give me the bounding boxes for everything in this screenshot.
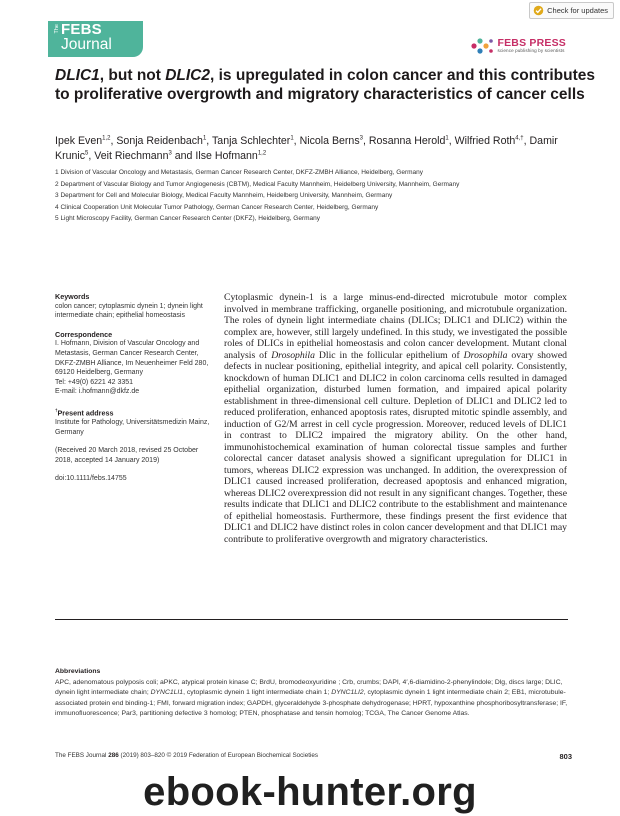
abstract bbox=[224, 292, 567, 545]
affiliation-text: Department for Cell and Molecular Biology, Medical Faculty Mannheim, Heidelberg University, Mannheim, Germany bbox=[60, 192, 393, 200]
author-name: Ilse Hofmann bbox=[195, 149, 258, 162]
abstract-text-2: Dlic in the follicular epithelium of bbox=[314, 349, 464, 361]
abbreviations-text-2: , cytoplasmic dynein 1 light intermediate chain 1; bbox=[183, 689, 332, 697]
present-address-heading bbox=[55, 406, 215, 418]
footer-journal: The FEBS Journal bbox=[55, 752, 109, 759]
logo-febs: FEBS bbox=[61, 21, 102, 38]
febs-journal-logo bbox=[48, 21, 143, 57]
affiliation-text: Clinical Cooperation Unit Molecular Tumor Pathology, German Cancer Research Center, Heidelberg, Germany bbox=[60, 203, 379, 211]
keywords-text: colon cancer; cytoplasmic dynein 1; dynein light intermediate chain; epithelial homeostasis bbox=[55, 302, 203, 320]
author-affiliation-sup: 1 bbox=[445, 135, 449, 142]
dagger-mark: † bbox=[55, 407, 58, 413]
abbreviations-section bbox=[55, 667, 575, 720]
article-title bbox=[55, 67, 595, 104]
affiliation-item bbox=[55, 202, 615, 214]
author-name: Tanja Schlechter bbox=[212, 135, 291, 147]
abstract-species-1: Drosophila bbox=[271, 349, 315, 361]
affiliation-item bbox=[55, 179, 615, 191]
keywords-heading: Keywords bbox=[55, 292, 90, 301]
affiliation-number: 4 bbox=[55, 203, 59, 211]
author-item bbox=[212, 135, 294, 147]
author-item bbox=[94, 150, 172, 162]
article-info-sidebar bbox=[55, 292, 215, 484]
affiliation-text: Light Microscopy Facility, German Cancer Research Center (DKFZ), Heidelberg, Germany bbox=[60, 215, 321, 223]
title-gene-1: DLIC1 bbox=[55, 67, 100, 84]
affiliation-number: 3 bbox=[55, 192, 59, 200]
febs-press-dots-icon bbox=[470, 37, 494, 55]
abbreviations-text-3: , cytoplasmic dynein 1 light intermediate chain 2; EB1, microtubule-associated protein end binding-1; FMI, forward migration index; GAPDH, glyceraldehyde 3-phosphate dehydrogenase; HPRT, hypoxanthine phosphoribosyltransferase; IF, immunofluorescence; Par3, partitioning defective 3 homolog; PTEN, phosphatase and tensin homolog; TCGA, The Cancer Genome Atlas. bbox=[55, 689, 568, 718]
press-name: FEBS PRESS bbox=[497, 37, 566, 49]
affiliation-item bbox=[55, 190, 615, 202]
page-number: 803 bbox=[559, 752, 572, 761]
check-for-updates-button[interactable] bbox=[529, 2, 614, 19]
abbreviations-text bbox=[55, 678, 575, 720]
correspondence-heading: Correspondence bbox=[55, 329, 113, 339]
present-address-heading-text: Present address bbox=[57, 408, 114, 418]
doi-link[interactable]: doi:10.1111/febs.14755 bbox=[55, 475, 127, 483]
title-gene-2: DLIC2 bbox=[165, 67, 211, 84]
author-affiliation-sup: 1 bbox=[290, 135, 294, 142]
abbreviations-text-1: APC, adenomatous polyposis coli; aPKC, atypical protein kinase C; BrdU, bromodeoxyuridine ; Crb, crumbs; DAPI, 4′,6-diamidino-2-phenylindole; Dlg, discs large; DLIC, dynein light intermediate chain; bbox=[55, 678, 563, 697]
author-name: Wilfried Roth bbox=[454, 135, 516, 147]
keywords-section bbox=[55, 292, 215, 321]
author-affiliation-sup: 4,† bbox=[515, 135, 524, 142]
affiliation-list bbox=[55, 167, 615, 225]
author-item bbox=[55, 135, 110, 147]
author-item bbox=[369, 135, 449, 147]
update-badge-icon bbox=[533, 5, 544, 16]
author-affiliation-sup: 1 bbox=[202, 135, 207, 142]
correspondence-address: I. Hofmann, Division of Vascular Oncology and Metastasis, German Cancer Research Center, DKFZ-ZMBH Alliance, Im Neuenheimer Feld 280, 69120 Heidelberg, Germany bbox=[55, 340, 209, 377]
affiliation-number: 1 bbox=[55, 169, 59, 176]
abbreviations-heading: Abbreviations bbox=[55, 668, 101, 675]
abstract-species-2: Drosophila bbox=[463, 349, 508, 361]
affiliation-number: 2 bbox=[55, 180, 59, 188]
logo-the: The bbox=[54, 24, 60, 34]
author-name: Sonja Reidenbach bbox=[116, 135, 203, 147]
author-name: Rosanna Herold bbox=[368, 135, 446, 147]
watermark: ebook-hunter.org bbox=[143, 770, 477, 814]
author-item bbox=[116, 135, 206, 147]
author-name: Veit Riechmann bbox=[94, 149, 169, 162]
author-affiliation-sup: 1,2 bbox=[102, 135, 111, 142]
abstract-text-1: Cytoplasmic dynein-1 is a large minus-end-directed microtubule motor complex involved in membrane trafficking, organelle positioning, and microtubule organization. The roles of dynein light intermediate chains (DLICs; DLIC1 and DLIC2) within the complex are, however, still largely undefined. In this study, we investigated the possible roles of DLICs in epithelial homeostasis and colon cancer development. Mutant clonal analysis of bbox=[224, 292, 567, 361]
author-name: Nicola Berns bbox=[299, 135, 360, 147]
author-item bbox=[300, 135, 363, 147]
title-text-2: , is upregulated in colon cancer and this contributes to proliferative overgrowth and migratory characteristics of cancer cells bbox=[55, 67, 595, 103]
affiliation-item bbox=[55, 167, 615, 179]
affiliation-item bbox=[55, 213, 615, 225]
footer-volume: 286 bbox=[108, 752, 119, 759]
author-name: Ipek Even bbox=[55, 135, 103, 147]
check-for-updates-label: Check for updates bbox=[547, 6, 608, 15]
present-address-text: Institute for Pathology, Universitätsmedizin Mainz, Germany bbox=[55, 418, 210, 436]
press-tagline: science publishing by scientists bbox=[497, 48, 565, 53]
footer-citation bbox=[55, 752, 318, 761]
author-affiliation-sup: 3 bbox=[359, 135, 363, 142]
abstract-text-3: ovary showed defects in nuclear positioning, epithelial integrity, and apical cell polarity. Consistently, knockdown of human DLIC1 and DLIC2 in colon carcinoma cells resulted in damaged epithelial organization, disturbed lumen formation, and impaired apical polarity establishment in three-dimensional cell culture. Depletion of DLIC1 and DLIC2 led to reduced proliferation, enhanced apoptosis rates, disrupted mitotic spindle assembly, and induction of G2/M arrest in cell cycle progression. Moreover, reduced levels of DLIC1 in contrast to DLIC2 impaired the migratory ability. On the other hand, immunohistochemical examination of human colorectal tissue samples and further colorectal cancer dataset analysis showed a significant upregulation for DLIC1 in tumors, whereas DLIC2 expression was unchanged. In addition, the overexpression of DLIC1 caused increased proliferation, decreased apoptosis and enhanced migration, whereas DLIC2 overexpression did not result in any significant changes. Together, these results indicate that DLIC1 and DLIC2 contribute to the establishment and maintenance of epithelial homeostasis. Furthermore, these findings present the first evidence that DLIC1 and DLIC2 have distinct roles in colon cancer development and that DLIC1 may contribute to proliferative overgrowth and migratory characteristics. bbox=[224, 349, 568, 545]
affiliation-text: Division of Vascular Oncology and Metastasis, German Cancer Research Center, DKFZ-ZMBH Alliance, Heidelberg, Germany bbox=[60, 169, 424, 176]
correspondence-section bbox=[55, 330, 215, 397]
author-list: Ipek Even$^{1,2}$, Sonja Reidenbach$^1$, Tanja Schlechter$^1$, Nicola Berns$^3$, Rosanna Herold$^1$, Wilfried Roth$^{4,\dagger}$, Damir Krunic$^5$, Veit Riechmann$^3$ and Ilse Hofmann$^{1,2}$ bbox=[55, 135, 558, 162]
abbreviations-gene-2: DYNC1LI2 bbox=[331, 689, 364, 697]
affiliation-text: Department of Vascular Biology and Tumor Angiogenesis (CBTM), Medical Faculty Mannheim, Heidelberg University, Mannheim, Germany bbox=[60, 180, 460, 188]
author-affiliation-sup: 1,2 bbox=[257, 149, 267, 156]
author-item bbox=[455, 135, 524, 147]
author-name: Damir Krunic bbox=[55, 135, 558, 162]
author-affiliation-sup: 5 bbox=[85, 149, 89, 156]
correspondence-tel: Tel: +49(0) 6221 42 3351 bbox=[55, 378, 134, 386]
page-footer bbox=[55, 752, 572, 761]
received-dates: (Received 20 March 2018, revised 25 October 2018, accepted 14 January 2019) bbox=[55, 447, 199, 464]
title-text-1: , but not bbox=[99, 67, 166, 84]
logo-journal: Journal bbox=[61, 36, 112, 53]
author-affiliation-sup: 3 bbox=[168, 149, 172, 156]
section-divider bbox=[55, 619, 568, 620]
correspondence-email[interactable]: E-mail: i.hofmann@dkfz.de bbox=[55, 388, 140, 396]
febs-press-logo bbox=[470, 37, 566, 55]
present-address-section bbox=[55, 406, 215, 437]
abbreviations-gene-1: DYNC1LI1 bbox=[150, 689, 184, 697]
author-item bbox=[195, 150, 266, 162]
footer-copyright: (2019) 803–820 © 2019 Federation of European Biochemical Societies bbox=[118, 752, 318, 759]
author-and: and bbox=[174, 149, 193, 162]
affiliation-number: 5 bbox=[55, 215, 59, 223]
